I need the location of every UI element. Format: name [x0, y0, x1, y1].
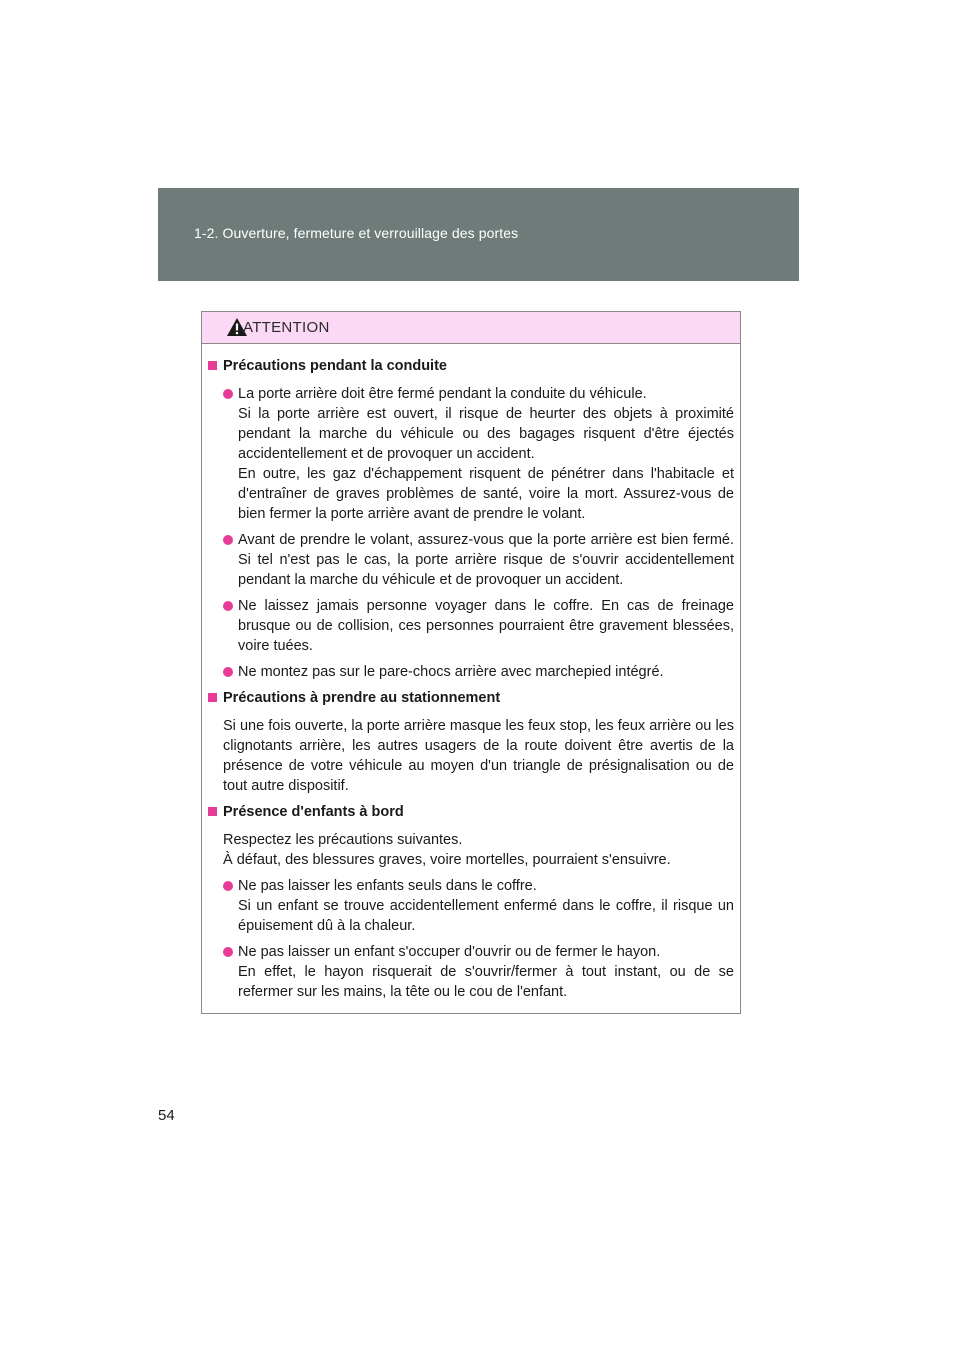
bullet-text: Ne pas laisser un enfant s'occuper d'ouvrir ou de fermer le hayon.	[238, 944, 661, 960]
paragraph-text: À défaut, des blessures graves, voire mortelles, pourraient s'ensuivre.	[223, 852, 671, 868]
attention-header	[202, 312, 740, 344]
square-bullet-icon	[208, 807, 217, 816]
bullet-text: Si un enfant se trouve accidentellement enfermé dans le coffre, il risque un épuisement dû à la chaleur.	[238, 898, 734, 934]
round-bullet-icon	[223, 947, 233, 957]
bullet-text: En effet, le hayon risquerait de s'ouvrir/fermer à tout instant, ou de se refermer sur les mains, la tête ou le cou de l'enfant.	[238, 964, 734, 1000]
paragraph-text: Si une fois ouverte, la porte arrière masque les feux stop, les feux arrière ou les clignotants arrière, les autres usagers de la route doivent être avertis de la présence de votre véhicule au moyen d'un triangle de présignalisation ou de tout autre dispositif.	[223, 718, 734, 794]
round-bullet-icon	[223, 667, 233, 677]
bullet-text: Ne pas laisser les enfants seuls dans le coffre.	[238, 878, 537, 894]
page-number: 54	[158, 1107, 175, 1124]
bullet-item	[208, 662, 734, 682]
bullet-text: Avant de prendre le volant, assurez-vous que la porte arrière est bien fermé. Si tel n'est pas le cas, la porte arrière risque de s'ouvrir accidentellement pendant la marche du véhicule et de provoquer un accident.	[238, 532, 734, 588]
bullet-item	[208, 876, 734, 936]
bullet-text: En outre, les gaz d'échappement risquent de pénétrer dans l'habitacle et d'entraîner de graves problèmes de santé, voire la mort. Assurez-vous de bien fermer la porte arrière avant de prendre le volant.	[238, 466, 734, 522]
paragraph-text: Respectez les précautions suivantes.	[223, 832, 463, 848]
section-paragraph	[208, 830, 734, 870]
attention-title: ATTENTION	[243, 319, 330, 336]
section-title-parking: Précautions à prendre au stationnement	[208, 688, 734, 708]
bullet-item	[208, 596, 734, 656]
round-bullet-icon	[223, 535, 233, 545]
bullet-text: Ne montez pas sur le pare-chocs arrière avec marchepied intégré.	[238, 664, 664, 680]
square-bullet-icon	[208, 693, 217, 702]
attention-content	[202, 344, 740, 1002]
bullet-item	[208, 384, 734, 524]
round-bullet-icon	[223, 881, 233, 891]
chapter-header-band	[158, 188, 799, 281]
section-paragraph	[208, 716, 734, 796]
bullet-item	[208, 942, 734, 1002]
chapter-title: 1-2. Ouverture, fermeture et verrouillage des portes	[194, 225, 519, 241]
section-title-children: Présence d'enfants à bord	[208, 802, 734, 822]
round-bullet-icon	[223, 389, 233, 399]
bullet-item	[208, 530, 734, 590]
section-title-driving: Précautions pendant la conduite	[208, 356, 734, 376]
square-bullet-icon	[208, 361, 217, 370]
attention-box	[201, 311, 741, 1014]
round-bullet-icon	[223, 601, 233, 611]
bullet-text: Ne laissez jamais personne voyager dans le coffre. En cas de freinage brusque ou de collision, ces personnes pourraient être gravement blessées, voire tuées.	[238, 598, 734, 654]
bullet-text: La porte arrière doit être fermé pendant la conduite du véhicule.	[238, 386, 647, 402]
bullet-text: Si la porte arrière est ouvert, il risque de heurter des objets à proximité pendant la marche du véhicule ou des bagages risquent d'être éjectés accidentellement et de provoquer un accident.	[238, 406, 734, 462]
